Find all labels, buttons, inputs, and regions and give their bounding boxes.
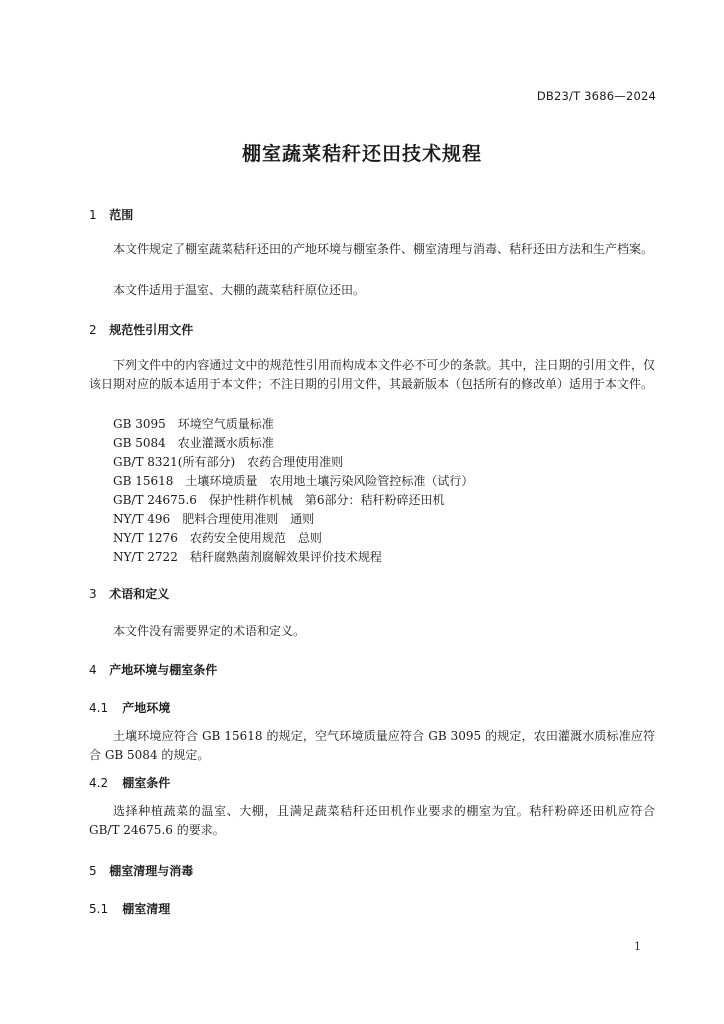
section-number: 1 [89, 208, 97, 222]
section-3-paragraph: 本文件没有需要界定的术语和定义。 [113, 624, 306, 638]
reference-item: GB/T 24675.6 保护性耕作机械 第6部分：秸秆粉碎还田机 [113, 493, 445, 507]
section-1-paragraph-2: 本文件适用于温室、大棚的蔬菜秸秆原位还田。 [113, 283, 366, 297]
reference-item: GB 5084 农业灌溉水质标准 [113, 436, 274, 450]
section-4-1-heading [89, 699, 170, 716]
section-4-2-heading [89, 774, 170, 791]
section-title: 规范性引用文件 [109, 323, 194, 337]
section-2-heading [89, 321, 193, 338]
section-title: 产地环境 [122, 701, 171, 715]
section-5-heading [89, 862, 193, 879]
section-4-1-paragraph: 土壤环境应符合 GB 15618 的规定，空气环境质量应符合 GB 3095 的规定，农田灌溉水质标准应符合 GB 5084 的规定。 [89, 729, 655, 762]
section-1-paragraph-1: 本文件规定了棚室蔬菜秸秆还田的产地环境与棚室条件、棚室清理与消毒、秸秆还田方法和生产档案。 [113, 242, 654, 256]
section-number: 5.1 [89, 902, 109, 916]
reference-item: NY/T 2722 秸秆腐熟菌剂腐解效果评价技术规程 [113, 550, 382, 564]
section-number: 5 [89, 864, 97, 878]
section-number: 4.2 [89, 776, 109, 790]
section-title: 棚室清理与消毒 [109, 864, 194, 878]
section-5-1-heading [89, 900, 170, 917]
section-2-intro: 下列文件中的内容通过文中的规范性引用而构成本文件必不可少的条款。其中，注日期的引用文件，仅该日期对应的版本适用于本文件；不注日期的引用文件，其最新版本（包括所有的修改单）适用于本文件。 [89, 358, 655, 391]
section-number: 3 [89, 587, 97, 601]
section-number: 4.1 [89, 701, 109, 715]
section-number: 4 [89, 663, 97, 677]
section-1-heading [89, 206, 133, 223]
section-number: 2 [89, 323, 97, 337]
reference-item: NY/T 496 肥料合理使用准则 通则 [113, 512, 315, 526]
section-3-heading [89, 585, 169, 602]
section-title: 术语和定义 [109, 587, 170, 601]
section-4-2-paragraph: 选择种植蔬菜的温室、大棚，且满足蔬菜秸秆还田机作业要求的棚室为宜。秸秆粉碎还田机应符合 GB/T 24675.6 的要求。 [89, 804, 655, 837]
section-title: 棚室清理 [122, 902, 171, 916]
reference-item: GB/T 8321(所有部分) 农药合理使用准则 [113, 455, 344, 469]
reference-item: NY/T 1276 农药安全使用规范 总则 [113, 531, 322, 545]
standard-code: DB23/T 3686—2024 [536, 89, 656, 103]
page-number: 1 [634, 940, 641, 953]
section-4-heading [89, 661, 217, 678]
section-title: 范围 [109, 208, 134, 222]
reference-item: GB 3095 环境空气质量标准 [113, 417, 274, 431]
document-title: 棚室蔬菜秸秆还田技术规程 [241, 143, 482, 165]
section-title: 产地环境与棚室条件 [109, 663, 218, 677]
reference-item: GB 15618 土壤环境质量 农用地土壤污染风险管控标准（试行） [113, 474, 474, 488]
section-title: 棚室条件 [122, 776, 171, 790]
